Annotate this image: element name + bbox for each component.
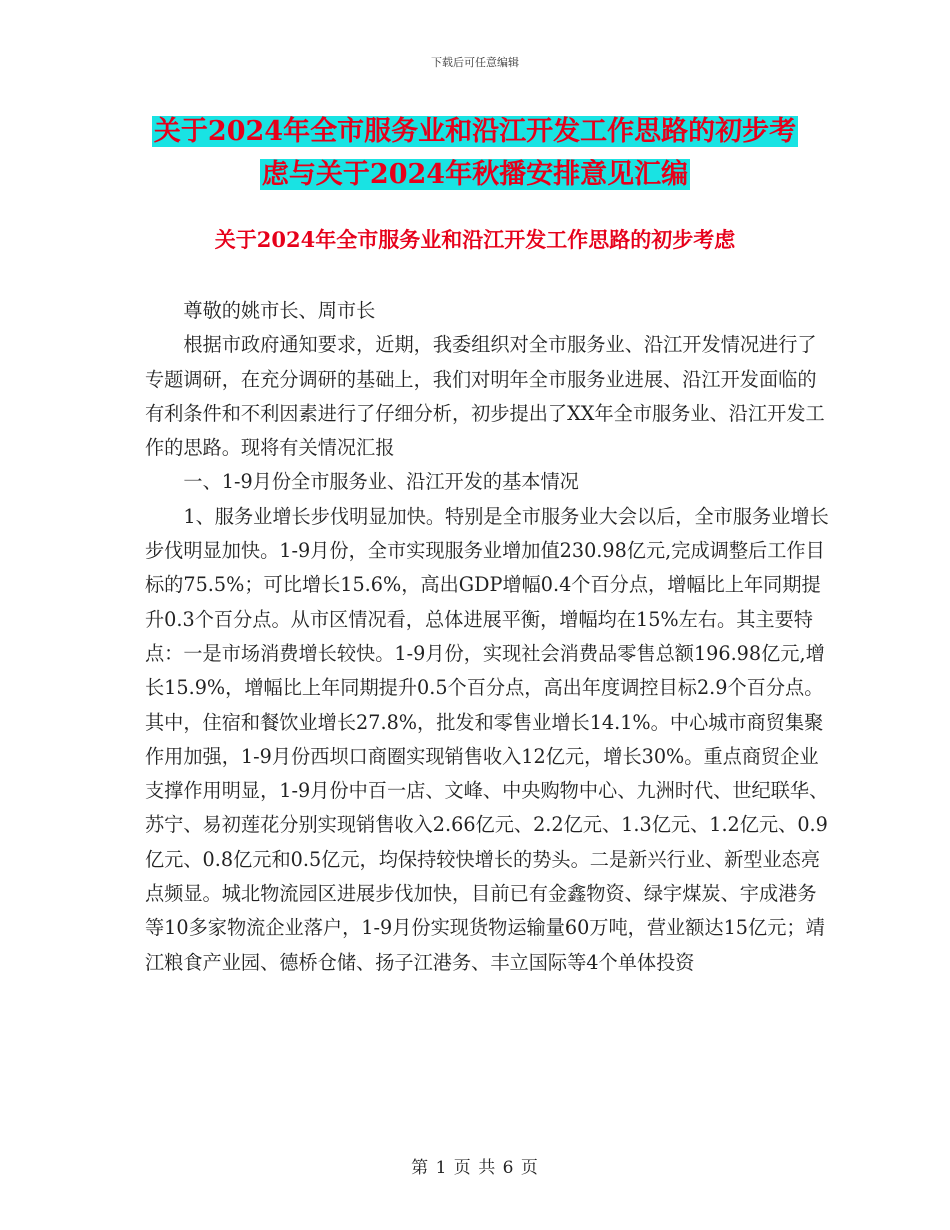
section-heading-1: 一、1-9月份全市服务业、沿江开发的基本情况 <box>183 470 579 494</box>
paragraph-intro: 根据市政府通知要求，近期，我委组织对全市服务业、沿江开发情况进行了专题调研，在充分调研的基础上，我们对明年全市服务业进展、沿江开发面临的有利条件和不利因素进行了仔细分析，初步提出了XX年全市服务业、沿江开发工作的思路。现将有关情况汇报 <box>145 333 825 460</box>
document-body <box>145 294 830 980</box>
document-title-line-2 <box>0 157 950 193</box>
page-header-note: 下载后可任意编辑 <box>431 56 519 69</box>
salutation: 尊敬的姚市长、周市长 <box>183 299 376 322</box>
paragraph-services-growth: 1、服务业增长步伐明显加快。特别是全市服务业大会以后，全市服务业增长步伐明显加快。1-9月份，全市实现服务业增加值230.98亿元,完成调整后工作目标的75.5%；可比增长15.6%，高出GDP增幅0.4个百分点，增幅比上年同期提升0.3个百分点。从市区情况看，总体进展平衡，增幅均在15%左右。其主要特点：一是市场消费增长较快。1-9月份，实现社会消费品零售总额196.98亿元,增长15.9%，增幅比上年同期提升0.5个百分点，高出年度调控目标2.9个百分点。其中，住宿和餐饮业增长27.8%，批发和零售业增长14.1%。中心城市商贸集聚作用加强，1-9月份西坝口商圈实现销售收入12亿元，增长30%。重点商贸企业支撑作用明显，1-9月份中百一店、文峰、中央购物中心、九洲时代、世纪联华、苏宁、易初莲花分别实现销售收入2.66亿元、2.2亿元、1.3亿元、1.2亿元、0.9亿元、0.8亿元和0.5亿元，均保持较快增长的势头。二是新兴行业、新型业态亮点频显。城北物流园区进展步伐加快，目前已有金鑫物资、绿宇煤炭、宇成港务等10多家物流企业落户，1-9月份实现货物运输量60万吨，营业额达15亿元；靖江粮食产业园、德桥仓储、扬子江港务、丰立国际等4个单体投资 <box>145 504 829 974</box>
document-title-line-1 <box>0 114 950 150</box>
page-number: 第 1 页 共 6 页 <box>411 1158 539 1178</box>
title-line-1-text: 关于2024年全市服务业和沿江开发工作思路的初步考 <box>153 116 797 147</box>
section-title: 关于2024年全市服务业和沿江开发工作思路的初步考虑 <box>214 227 736 252</box>
title-line-2-text: 虑与关于2024年秋播安排意见汇编 <box>261 159 689 190</box>
